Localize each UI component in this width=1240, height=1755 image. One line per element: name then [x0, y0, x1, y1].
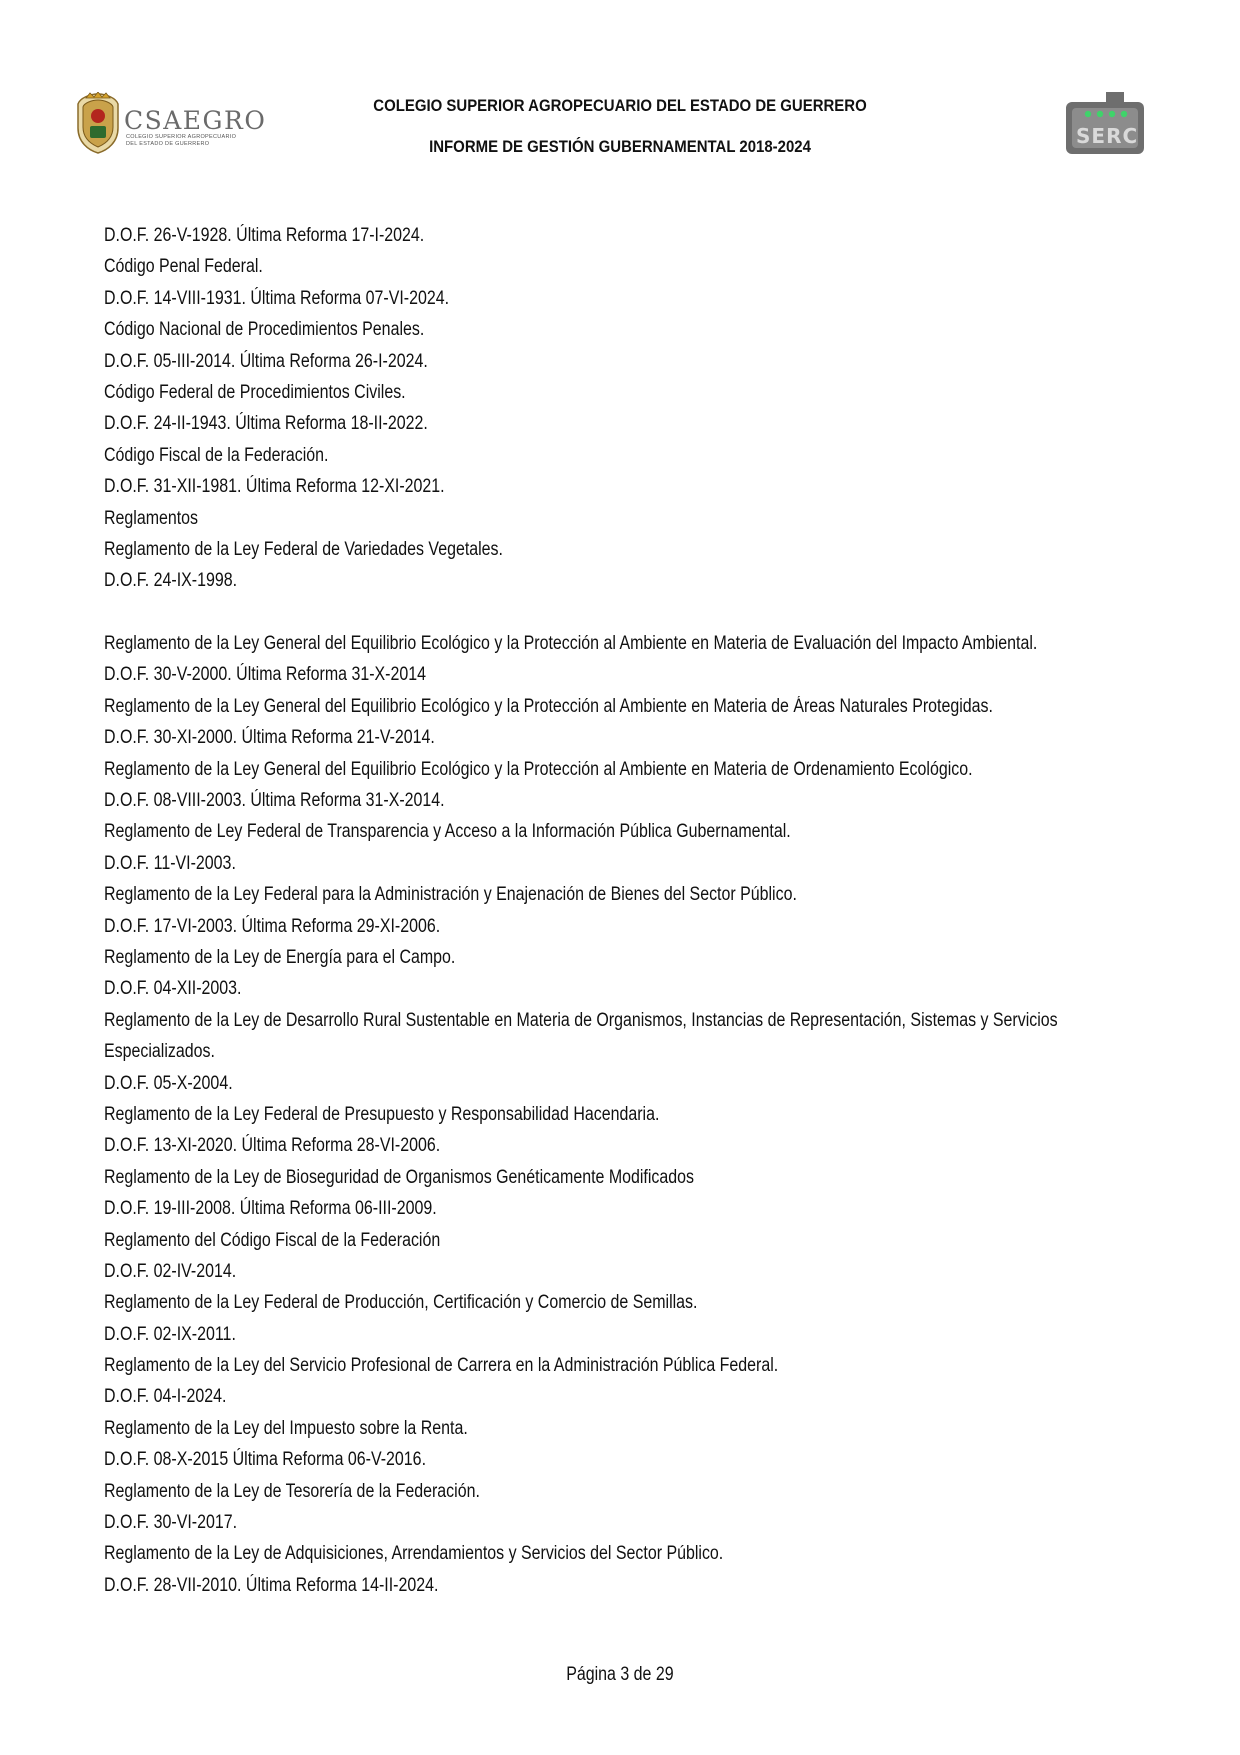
text-line: D.O.F. 11-VI-2003.: [104, 852, 236, 874]
text-line: D.O.F. 13-XI-2020. Última Reforma 28-VI-2006.: [104, 1135, 441, 1157]
document-title: COLEGIO SUPERIOR AGROPECUARIO DEL ESTADO DE GUERRERO: [373, 96, 867, 115]
csaegro-logo: [76, 92, 266, 158]
text-line: Reglamento de la Ley General del Equilibrio Ecológico y la Protección al Ambiente en Materia de Ordenamiento Ecológico.: [104, 758, 973, 780]
text-line: Reglamento de la Ley de Energía para el Campo.: [104, 946, 456, 968]
text-line: D.O.F. 30-VI-2017.: [104, 1512, 238, 1534]
text-line: D.O.F. 14-VIII-1931. Última Reforma 07-VI-2024.: [104, 287, 450, 309]
text-line: Reglamento de la Ley de Desarrollo Rural Sustentable en Materia de Organismos, Instancias de Representación, Sistemas y Servicios: [104, 1009, 1058, 1031]
text-line: D.O.F. 02-IV-2014.: [104, 1260, 237, 1282]
text-line: Código Federal de Procedimientos Civiles.: [104, 381, 406, 403]
text-line: D.O.F. 08-VIII-2003. Última Reforma 31-X-2014.: [104, 790, 445, 812]
text-line: Reglamento de la Ley General del Equilibrio Ecológico y la Protección al Ambiente en Materia de Evaluación del Impacto Ambiental.: [104, 633, 1038, 655]
text-line: Código Penal Federal.: [104, 256, 263, 278]
text-line: D.O.F. 30-V-2000. Última Reforma 31-X-2014: [104, 664, 427, 686]
text-line: Reglamentos: [104, 507, 199, 529]
text-line: Reglamento de la Ley Federal de Producción, Certificación y Comercio de Semillas.: [104, 1292, 698, 1314]
page-footer: [0, 1664, 1240, 1686]
text-line: D.O.F. 02-IX-2011.: [104, 1323, 236, 1345]
text-line: Reglamento de la Ley de Adquisiciones, Arrendamientos y Servicios del Sector Público.: [104, 1543, 724, 1565]
legal-references-list: [104, 220, 1164, 1601]
text-line: Reglamento de Ley Federal de Transparencia y Acceso a la Información Pública Gubernamental.: [104, 821, 791, 843]
text-line: D.O.F. 19-III-2008. Última Reforma 06-III-2009.: [104, 1198, 437, 1220]
text-line: D.O.F. 04-I-2024.: [104, 1386, 227, 1408]
blank-line: [104, 597, 994, 628]
text-line: Reglamento de la Ley Federal de Variedades Vegetales.: [104, 538, 503, 560]
logo-subtitle-line: DEL ESTADO DE GUERRERO: [126, 141, 210, 147]
text-line: Especializados.: [104, 1041, 215, 1063]
text-line: Reglamento de la Ley General del Equilibrio Ecológico y la Protección al Ambiente en Materia de Áreas Naturales Protegidas.: [104, 695, 993, 717]
logo-subtitle: [126, 134, 236, 148]
text-line: D.O.F. 08-X-2015 Última Reforma 06-V-2016.: [104, 1449, 427, 1471]
serc-logo-text: SERC: [1076, 124, 1139, 148]
text-line: D.O.F. 31-XII-1981. Última Reforma 12-XI-2021.: [104, 476, 445, 498]
document-subtitle: INFORME DE GESTIÓN GUBERNAMENTAL 2018-2024: [429, 137, 811, 156]
text-line: Código Nacional de Procedimientos Penales.: [104, 319, 425, 341]
text-line: Reglamento del Código Fiscal de la Federación: [104, 1229, 441, 1251]
page-number: Página 3 de 29: [566, 1664, 674, 1685]
text-line: Reglamento de la Ley de Tesorería de la Federación.: [104, 1480, 480, 1502]
text-line: D.O.F. 28-VII-2010. Última Reforma 14-II-2024.: [104, 1574, 439, 1596]
text-line: Reglamento de la Ley Federal para la Administración y Enajenación de Bienes del Sector Público.: [104, 884, 797, 906]
text-line: Reglamento de la Ley del Servicio Profesional de Carrera en la Administración Pública Federal.: [104, 1355, 779, 1377]
text-line: D.O.F. 17-VI-2003. Última Reforma 29-XI-2006.: [104, 915, 441, 937]
text-line: D.O.F. 24-IX-1998.: [104, 570, 238, 592]
page-header: [0, 0, 1240, 190]
text-line: Código Fiscal de la Federación.: [104, 444, 329, 466]
text-line: D.O.F. 04-XII-2003.: [104, 978, 242, 1000]
logo-name: CSAEGRO: [124, 106, 267, 135]
text-line: Reglamento de la Ley de Bioseguridad de Organismos Genéticamente Modificados: [104, 1166, 694, 1188]
text-line: Reglamento de la Ley Federal de Presupuesto y Responsabilidad Hacendaria.: [104, 1103, 660, 1125]
text-line: D.O.F. 26-V-1928. Última Reforma 17-I-2024.: [104, 225, 425, 246]
text-line: D.O.F. 30-XI-2000. Última Reforma 21-V-2014.: [104, 727, 435, 749]
crest-icon: [76, 92, 120, 154]
logo-subtitle-line: COLEGIO SUPERIOR AGROPECUARIO: [126, 134, 237, 140]
text-line: D.O.F. 24-II-1943. Última Reforma 18-II-2022.: [104, 413, 428, 435]
text-line: D.O.F. 05-III-2014. Última Reforma 26-I-2024.: [104, 350, 428, 372]
text-line: Reglamento de la Ley del Impuesto sobre la Renta.: [104, 1417, 468, 1439]
text-line: D.O.F. 05-X-2004.: [104, 1072, 233, 1094]
serc-logo: [1062, 90, 1148, 156]
